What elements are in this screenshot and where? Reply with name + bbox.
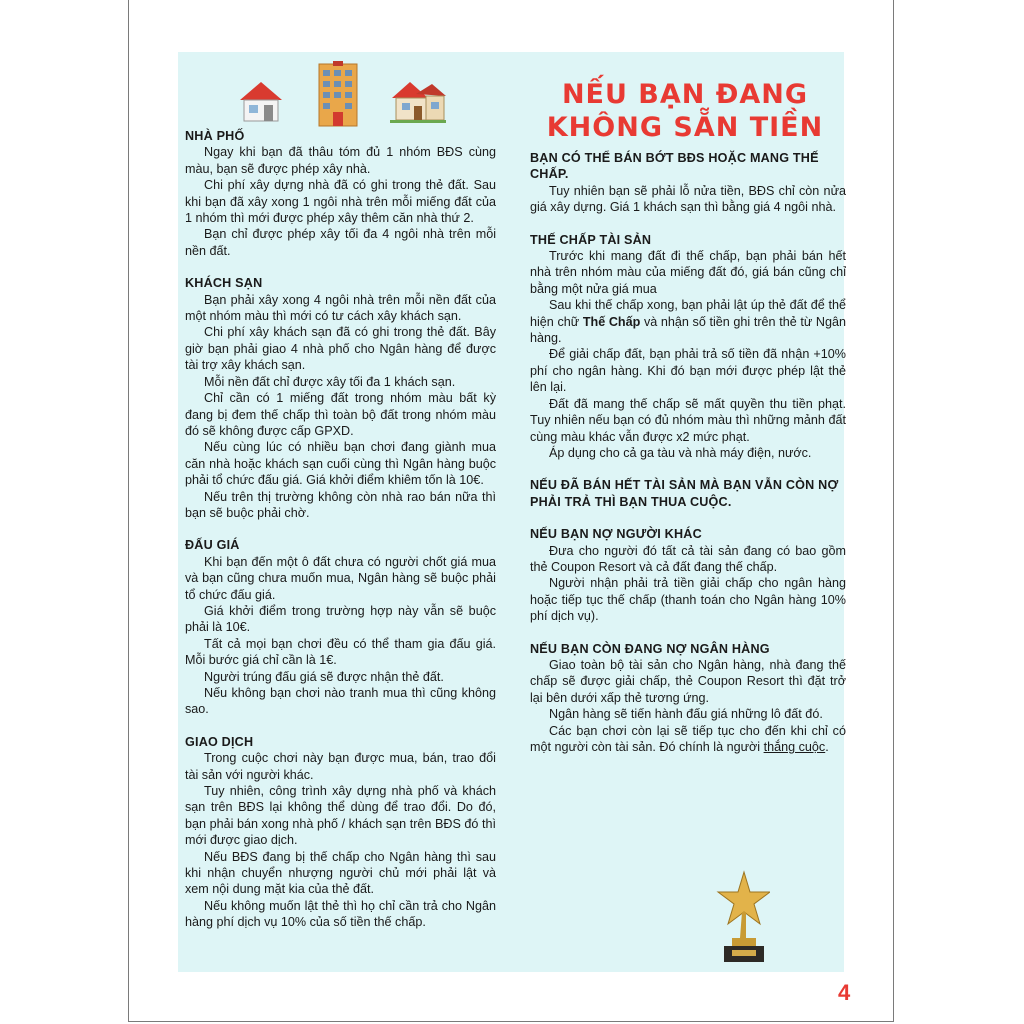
bold-term-the-chap: Thế Chấp bbox=[582, 314, 641, 329]
title-line-2: KHÔNG SẴN TIỀN bbox=[546, 112, 824, 143]
heading-giao-dich: GIAO DỊCH bbox=[185, 734, 254, 749]
paragraph: Tuy nhiên, công trình xây dựng nhà phố và khách sạn trên BĐS lại không thể dùng để trao đổi. Do đó, bạn phải bán xong nhà phố / khách sạn trên BĐS đó thì mới được giao dịch. bbox=[185, 784, 496, 848]
paragraph: Nếu không muốn lật thẻ thì họ chỉ cần trả cho Ngân hàng phí dịch vụ 10% của số tiền thế chấp. bbox=[185, 898, 496, 930]
paragraph: Áp dụng cho cả ga tàu và nhà máy điện, nước. bbox=[549, 445, 812, 460]
paragraph: Trước khi mang đất đi thế chấp, bạn phải bán hết nhà trên nhóm màu của miếng đất đó, giá bán cũng chỉ bằng một nửa giá mua bbox=[530, 249, 846, 296]
paragraph: Khi bạn đến một ô đất chưa có người chốt giá mua và bạn cũng chưa muốn mua, Ngân hàng sẽ buộc phải tổ chức đấu giá. bbox=[185, 554, 496, 602]
paragraph: Chi phí xây dựng nhà đã có ghi trong thẻ đất. Sau khi bạn đã xây xong 1 ngôi nhà trên mỗi miếng đất của 1 nhóm thì mới được phép xây thêm căn nhà thứ 2. bbox=[185, 178, 496, 226]
paragraph: Bạn chỉ được phép xây tối đa 4 ngôi nhà trên mỗi nền đất. bbox=[185, 227, 496, 258]
left-column bbox=[185, 128, 496, 931]
paragraph bbox=[530, 297, 846, 346]
heading-no-ngan-hang: NẾU BẠN CÒN ĐANG NỢ NGÂN HÀNG bbox=[530, 641, 770, 656]
underlined-term-thang-cuoc: thắng cuộc bbox=[763, 740, 826, 754]
heading-khach-san: KHÁCH SẠN bbox=[185, 276, 263, 291]
text-run: . bbox=[825, 740, 829, 754]
trophy-star-icon bbox=[712, 870, 770, 964]
villa-icon bbox=[388, 76, 448, 124]
paragraph: Chi phí xây khách sạn đã có ghi trong thẻ đất. Bây giờ bạn phải giao 4 nhà phố cho Ngân hàng để được tài trợ xây khách sạn. bbox=[185, 325, 496, 373]
paragraph: Nếu BĐS đang bị thế chấp cho Ngân hàng thì sau khi nhận chuyển nhượng người chủ mới phải lật và xem nội dung mặt kia của thẻ đất. bbox=[185, 849, 496, 897]
heading-dau-gia: ĐẤU GIÁ bbox=[185, 538, 240, 553]
text-run: Các bạn chơi còn lại sẽ tiếp tục cho đến khi chỉ có một người còn tài sản. Đó chính là người bbox=[530, 723, 846, 754]
heading-ban-bot-bds: BẠN CÓ THỂ BÁN BỚT BĐS HOẶC MANG THẾ CHẤP. bbox=[530, 151, 819, 182]
paragraph: Mỗi nền đất chỉ được xây tối đa 1 khách sạn. bbox=[204, 374, 456, 389]
page-title bbox=[510, 78, 860, 144]
title-line-1: NẾU BẠN ĐANG bbox=[561, 79, 809, 110]
paragraph: Tuy nhiên bạn sẽ phải lỗ nửa tiền, BĐS chỉ còn nửa giá xây dựng. Giá 1 khách sạn thì bằng giá 4 ngôi nhà. bbox=[530, 183, 846, 215]
paragraph: Người trúng đấu giá sẽ được nhận thẻ đất. bbox=[204, 669, 444, 684]
paragraph: Tất cả mọi bạn chơi đều có thể tham gia đấu giá. Mỗi bước giá chỉ cần là 1€. bbox=[185, 636, 496, 668]
heading-the-chap-tai-san: THẾ CHẤP TÀI SẢN bbox=[530, 232, 652, 247]
paragraph: Nếu trên thị trường không còn nhà rao bán nữa thì bạn sẽ buộc phải chờ. bbox=[185, 489, 496, 520]
paragraph: Nếu không bạn chơi nào tranh mua thì cũng không sao. bbox=[185, 686, 496, 717]
paragraph: Giao toàn bộ tài sản cho Ngân hàng, nhà đang thế chấp sẽ được giải chấp, thẻ Coupon Resort thì đặt trở lại bên dưới xấp thẻ tương ứng. bbox=[530, 657, 846, 705]
paragraph: Bạn phải xây xong 4 ngôi nhà trên mỗi nền đất của một nhóm màu thì mới có tư cách xây khách sạn. bbox=[185, 292, 496, 324]
paragraph: Để giải chấp đất, bạn phải trả số tiền đã nhận +10% phí cho ngân hàng. Khi đó bạn mới được phép lật thẻ lên lại. bbox=[530, 347, 846, 395]
text-run: Sau khi thế chấp xong, bạn phải lật úp thẻ đất để thể hiện chữ bbox=[530, 298, 846, 329]
paragraph: Giá khởi điểm trong trường hợp này vẫn sẽ buộc phải là 10€. bbox=[185, 603, 496, 635]
paragraph: Trong cuộc chơi này bạn được mua, bán, trao đổi tài sản với người khác. bbox=[185, 751, 496, 782]
heading-nha-pho: NHÀ PHỐ bbox=[185, 129, 245, 143]
heading-no-nguoi-khac: NẾU BẠN NỢ NGƯỜI KHÁC bbox=[530, 527, 702, 542]
paragraph: Chỉ cần có 1 miếng đất trong nhóm màu bất kỳ đang bị đem thế chấp thì toàn bộ đất trong nhóm màu đó sẽ không được cấp GPXD. bbox=[185, 391, 496, 438]
paragraph: Đất đã mang thế chấp sẽ mất quyền thu tiền phạt. Tuy nhiên nếu bạn có đủ nhóm màu thì những mảnh đất cùng màu khác vẫn được x2 mức phạt. bbox=[530, 396, 846, 444]
paragraph: Ngân hàng sẽ tiến hành đấu giá những lô đất đó. bbox=[549, 707, 823, 722]
paragraph bbox=[530, 723, 846, 756]
text-run: và nhận số tiền ghi trên thẻ từ Ngân hàng. bbox=[530, 314, 846, 346]
house-icon bbox=[234, 78, 288, 124]
paragraph: Người nhận phải trả tiền giải chấp cho ngân hàng hoặc tiếp tục thế chấp (thanh toán cho Ngân hàng 10% phí dịch vụ). bbox=[530, 576, 846, 624]
apartment-building-icon bbox=[315, 60, 361, 128]
right-column bbox=[530, 150, 846, 755]
paragraph: Nếu cùng lúc có nhiều bạn chơi đang giành mua căn nhà hoặc khách sạn cuối cùng thì Ngân hàng buộc phải tổ chức đấu giá. Giá khởi điểm khiêm tốn là 10€. bbox=[185, 440, 496, 488]
paragraph: Đưa cho người đó tất cả tài sản đang có bao gồm thẻ Coupon Resort và cả đất đang thế chấp. bbox=[530, 543, 846, 574]
heading-thua-cuoc: NẾU ĐÃ BÁN HẾT TÀI SẢN MÀ BẠN VẪN CÒN NỢ PHẢI TRẢ THÌ BẠN THUA CUỘC. bbox=[530, 478, 839, 509]
page-number: 4 bbox=[838, 980, 851, 1005]
paragraph: Ngay khi bạn đã thâu tóm đủ 1 nhóm BĐS cùng màu, bạn sẽ được phép xây nhà. bbox=[185, 145, 496, 176]
